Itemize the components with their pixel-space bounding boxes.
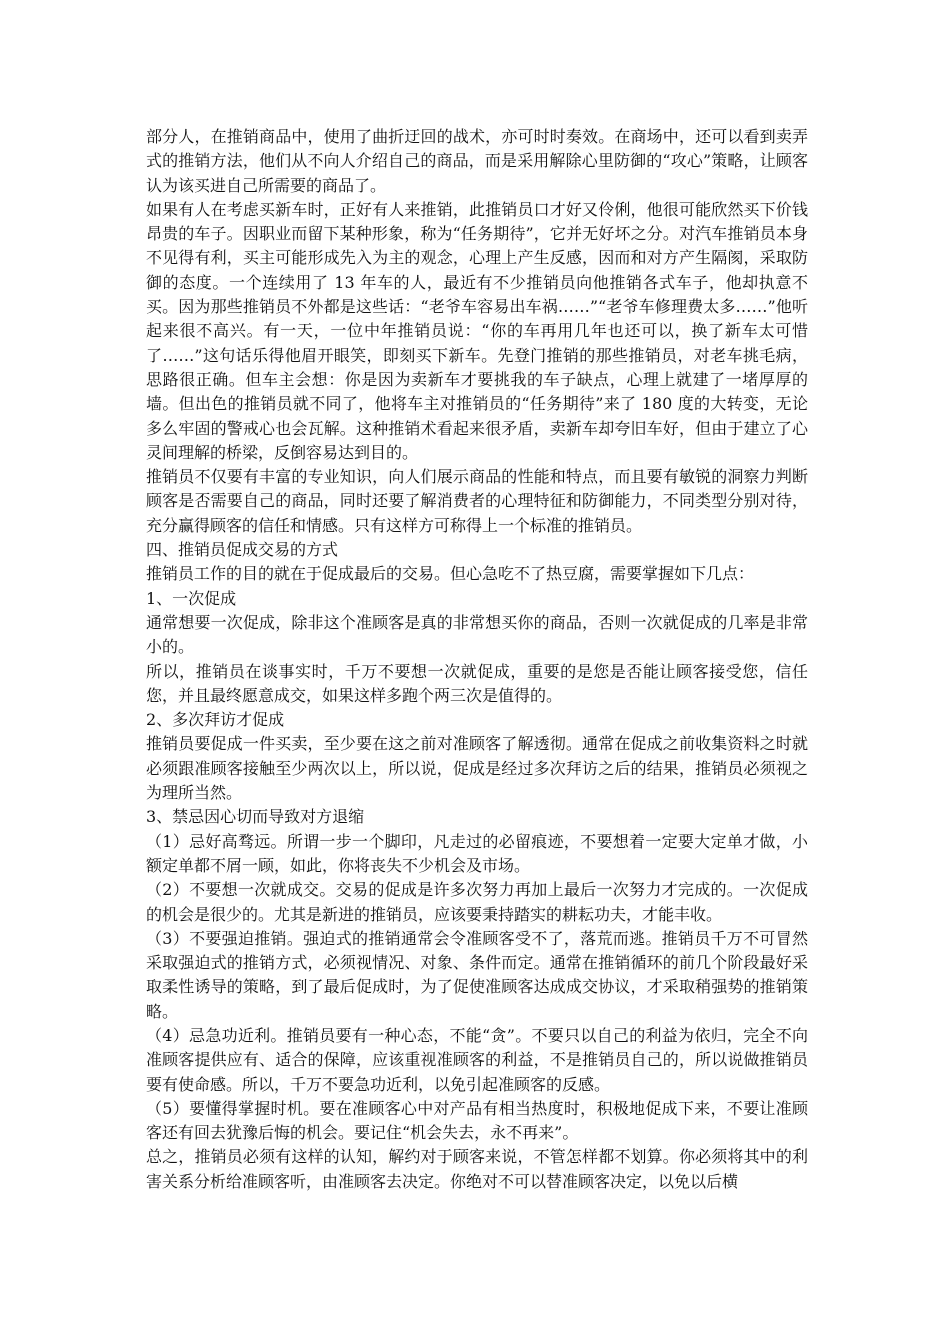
document-body xyxy=(146,125,808,1194)
list-item-taboo-1: （1）忌好高骛远。所谓一步一个脚印，凡走过的必留痕迹，不要想着一定要大定单才做，小额定单都不屑一顾，如此，你将丧失不少机会及市场。 xyxy=(146,831,808,875)
list-item-taboo-3: （3）不要强迫推销。强迫式的推销通常会令准顾客受不了，落荒而逃。推销员千万不可冒然采取强迫式的推销方式，必须视情况、对象、条件而定。通常在推销循环的前几个阶段最好采取柔性诱导的策略，到了最后促成时，为了促使准顾客达成成交协议，才采取稍强势的推销策略。 xyxy=(146,928,808,1021)
subheading-one-time-close: 1、一次促成 xyxy=(146,588,237,608)
list-item-taboo-2: （2）不要想一次就成交。交易的促成是许多次努力再加上最后一次努力才完成的。一次促成的机会是很少的。尤其是新进的推销员，应该要秉持踏实的耕耘功夫，才能丰收。 xyxy=(146,880,808,924)
list-item-taboo-5: （5）要懂得掌握时机。要在准顾客心中对产品有相当热度时，积极地促成下来，不要让准顾客还有回去犹豫后悔的机会。要记住“机会失去，永不再来”。 xyxy=(146,1098,808,1143)
paragraph-task-expectation: 如果有人在考虑买新车时，正好有人来推销，此推销员口才好又伶俐，他很可能欣然买下价钱昂贵的车子。因职业而留下某种形象，称为“任务期待”，它并无好坏之分。对汽车推销员本身不见得有利，买主可能形成先入为主的观念，心理上产生反感，因而和对方产生隔阂，采取防御的态度。一个连续用了 13 年车的人，最近有不少推销员向他推销各式车子，他却执意不买。因为那些推销员不外都是这些话：“老爷车容易出车祸……”“老爷车修理费太多……”他听起来很不高兴。有一天，一位中年推销员说：“你的车再用几年也还可以，换了新车太可惜了……”这句话乐得他眉开眼笑，即刻买下新车。先登门推销的那些推销员，对老车挑毛病，思路很正确。但车主会想：你是因为卖新车才要挑我的车子缺点，心理上就建了一堵厚厚的墙。但出色的推销员就不同了，他将车主对推销员的“任务期待”来了 180 度的大转变，无论多么牢固的警戒心也会瓦解。这种推销术看起来很矛盾，卖新车却夸旧车好，但由于建立了心灵间理解的桥梁，反倒容易达到目的。 xyxy=(146,199,808,462)
paragraph-closing-goal: 推销员工作的目的就在于促成最后的交易。但心急吃不了热豆腐，需要掌握如下几点： xyxy=(146,564,755,584)
paragraph-intro-continued: 部分人，在推销商品中，使用了曲折迂回的战术，亦可时时奏效。在商场中，还可以看到卖弄式的推销方法，他们从不向人介绍自己的商品，而是采用解除心里防御的“攻心”策略，让顾客认为该买进自己所需要的商品了。 xyxy=(146,127,808,195)
paragraph-multiple-visits-worth: 所以，推销员在谈事实时，千万不要想一次就促成，重要的是您是否能让顾客接受您，信任您，并且最终愿意成交，如果这样多跑个两三次是值得的。 xyxy=(146,661,808,705)
list-item-taboo-4: （4）忌急功近利。推销员要有一种心态，不能“贪”。不要只以自己的利益为依归，完全不向准顾客提供应有、适合的保障，应该重视准顾客的利益，不是推销员自己的，所以说做推销员要有使命感。所以，千万不要急功近利，以免引起准顾客的反感。 xyxy=(146,1025,808,1094)
subheading-taboos: 3、禁忌因心切而导致对方退缩 xyxy=(146,807,365,827)
paragraph-conclusion: 总之，推销员必须有这样的认知，解约对于顾客来说，不管怎样都不划算。你必须将其中的利害关系分析给准顾客听，由准顾客去决定。你绝对不可以替准顾客决定，以免以后横 xyxy=(146,1147,808,1191)
paragraph-multiple-visits: 推销员要促成一件买卖，至少要在这之前对准顾客了解透彻。通常在促成之前收集资料之时就必须跟准顾客接触至少两次以上，所以说，促成是经过多次拜访之后的结果，推销员必须视之为理所当然。 xyxy=(146,734,808,803)
section-heading-closing-methods: 四、推销员促成交易的方式 xyxy=(146,540,339,560)
subheading-multiple-visits: 2、多次拜访才促成 xyxy=(146,710,285,730)
paragraph-salesperson-qualities: 推销员不仅要有丰富的专业知识，向人们展示商品的性能和特点，而且要有敏锐的洞察力判断顾客是否需要自己的商品，同时还要了解消费者的心理特征和防御能力，不同类型分别对待，充分赢得顾客的信任和情感。只有这样方可称得上一个标准的推销员。 xyxy=(146,467,808,535)
paragraph-one-time-close: 通常想要一次促成，除非这个准顾客是真的非常想买你的商品，否则一次就促成的几率是非常小的。 xyxy=(146,612,808,657)
